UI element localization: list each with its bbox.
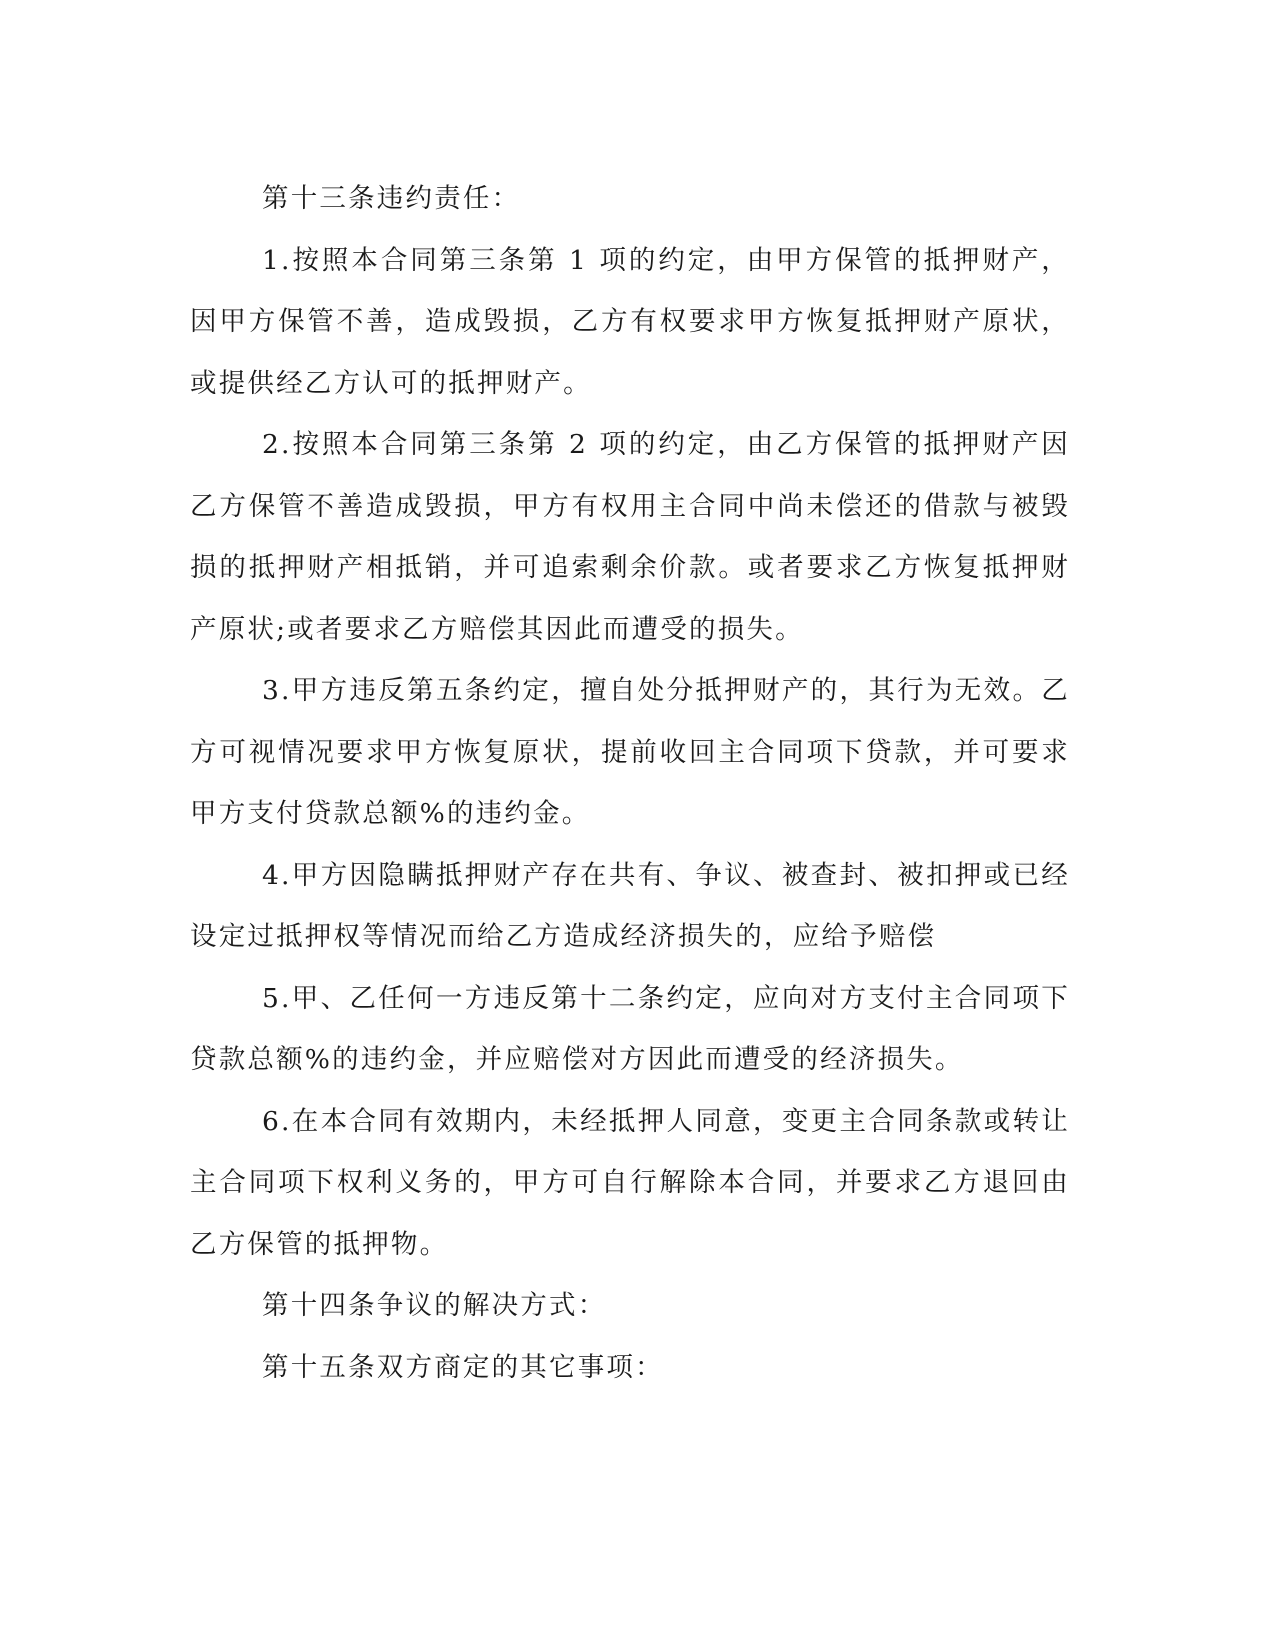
section-heading-article-13: 第十三条违约责任：	[262, 183, 521, 214]
document-body	[190, 168, 1070, 1398]
section-heading-article-14: 第十四条争议的解决方式：	[262, 1290, 607, 1321]
clause-2: 2.按照本合同第三条第 2 项的约定，由乙方保管的抵押财产因乙方保管不善造成毁损，甲方有权用主合同中尚未偿还的借款与被毁损的抵押财产相抵销，并可追索剩余价款。或者要求乙方恢复抵押财产原状;或者要求乙方赔偿其因此而遭受的损失。	[190, 429, 1070, 645]
section-heading-article-15: 第十五条双方商定的其它事项：	[262, 1351, 664, 1383]
clause-5: 5.甲、乙任何一方违反第十二条约定，应向对方支付主合同项下贷款总额%的违约金，并应赔偿对方因此而遭受的经济损失。	[190, 982, 1070, 1075]
clause-6: 6.在本合同有效期内，未经抵押人同意，变更主合同条款或转让主合同项下权利义务的，甲方可自行解除本合同，并要求乙方退回由乙方保管的抵押物。	[190, 1105, 1070, 1260]
clause-3: 3.甲方违反第五条约定，擅自处分抵押财产的，其行为无效。乙方可视情况要求甲方恢复原状，提前收回主合同项下贷款，并可要求甲方支付贷款总额%的违约金。	[190, 675, 1070, 829]
clause-4: 4.甲方因隐瞒抵押财产存在共有、争议、被查封、被扣押或已经设定过抵押权等情况而给乙方造成经济损失的，应给予赔偿	[190, 859, 1070, 952]
clause-1: 1.按照本合同第三条第 1 项的约定，由甲方保管的抵押财产，因甲方保管不善，造成毁损，乙方有权要求甲方恢复抵押财产原状，或提供经乙方认可的抵押财产。	[190, 244, 1070, 399]
